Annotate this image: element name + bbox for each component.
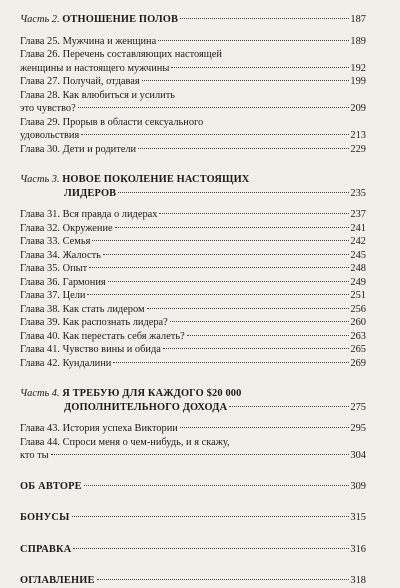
toc-entry[interactable]: Глава 28. Как влюбиться и усилить — [20, 89, 176, 101]
part-title: Я ТРЕБУЮ ДЛЯ КАЖДОГО $20 000 — [62, 388, 242, 399]
toc-entry[interactable]: Глава 38. Как стать лидером 256 — [20, 303, 366, 315]
toc-entry[interactable]: Глава 42. Кундалини 269 — [20, 357, 366, 369]
toc-entry[interactable]: Глава 43. История успеха Виктории 295 — [20, 423, 366, 434]
toc-entry[interactable]: Глава 26. Перечень составляющих настоящей — [20, 49, 222, 60]
toc-entry[interactable]: Глава 31. Вся правда о лидерах 237 — [20, 209, 366, 220]
toc-entry[interactable]: Глава 30. Дети и родители 229 — [20, 143, 366, 155]
toc-entry-continued[interactable]: удовольствия 213 — [20, 130, 366, 141]
toc-entry-continued[interactable]: женщины и настоящего мужчины 192 — [20, 62, 366, 74]
toc-section-contents[interactable]: ОГЛАВЛЕНИЕ 318 — [20, 575, 366, 586]
toc-entry-continued[interactable]: кто ты 304 — [20, 450, 366, 461]
toc-entry[interactable]: Глава 34. Жалость 245 — [20, 249, 366, 261]
toc-entry[interactable]: Глава 37. Цели 251 — [20, 290, 366, 301]
part-label: Часть 3. — [20, 174, 60, 185]
toc-entry[interactable]: Глава 25. Мужчина и женщина 189 — [20, 35, 366, 47]
toc-entry[interactable]: Глава 40. Как перестать себя жалеть? 263 — [20, 330, 366, 342]
toc-section-reference[interactable]: СПРАВКА 316 — [20, 543, 366, 555]
toc-entry[interactable]: Глава 44. Спроси меня о чем-нибудь, и я скажу, — [20, 436, 230, 448]
part-4-heading — [20, 387, 366, 414]
toc-entry[interactable]: Глава 27. Получай, отдавая 199 — [20, 76, 366, 87]
part-label: Часть 2. — [20, 14, 60, 25]
toc-entry[interactable]: Глава 41. Чувство вины и обида 265 — [20, 344, 366, 355]
part-2-heading — [20, 13, 366, 27]
toc-entry[interactable]: Глава 39. Как распознать лидера? 260 — [20, 317, 366, 328]
page-number: 187 — [350, 14, 366, 25]
toc-entry[interactable]: Глава 29. Прорыв в области сексуального — [20, 116, 204, 128]
toc-section-bonuses[interactable]: БОНУСЫ 315 — [20, 512, 366, 523]
toc-entry[interactable]: Глава 35. Опыт 248 — [20, 263, 366, 274]
toc-section-about-author[interactable]: ОБ АВТОРЕ 309 — [20, 480, 366, 492]
table-of-contents — [20, 13, 366, 588]
part-label: Часть 4. — [20, 388, 60, 399]
part-title-continued: ЛИДЕРОВ — [64, 187, 117, 199]
page-number: 235 — [350, 187, 366, 199]
toc-entry[interactable]: Глава 32. Окружение 241 — [20, 222, 366, 234]
part-title-continued: ДОПОЛНИТЕЛЬНОГО ДОХОДА — [64, 401, 228, 413]
page-number: 275 — [350, 401, 366, 413]
part-title: НОВОЕ ПОКОЛЕНИЕ НАСТОЯЩИХ — [62, 174, 250, 185]
toc-entry-continued[interactable]: это чувство? 209 — [20, 103, 366, 114]
toc-entry[interactable]: Глава 33. Семья 242 — [20, 236, 366, 247]
part-title: ОТНОШЕНИЕ ПОЛОВ — [62, 14, 179, 25]
toc-entry[interactable]: Глава 36. Гармония 249 — [20, 276, 366, 288]
part-3-heading — [20, 173, 366, 200]
